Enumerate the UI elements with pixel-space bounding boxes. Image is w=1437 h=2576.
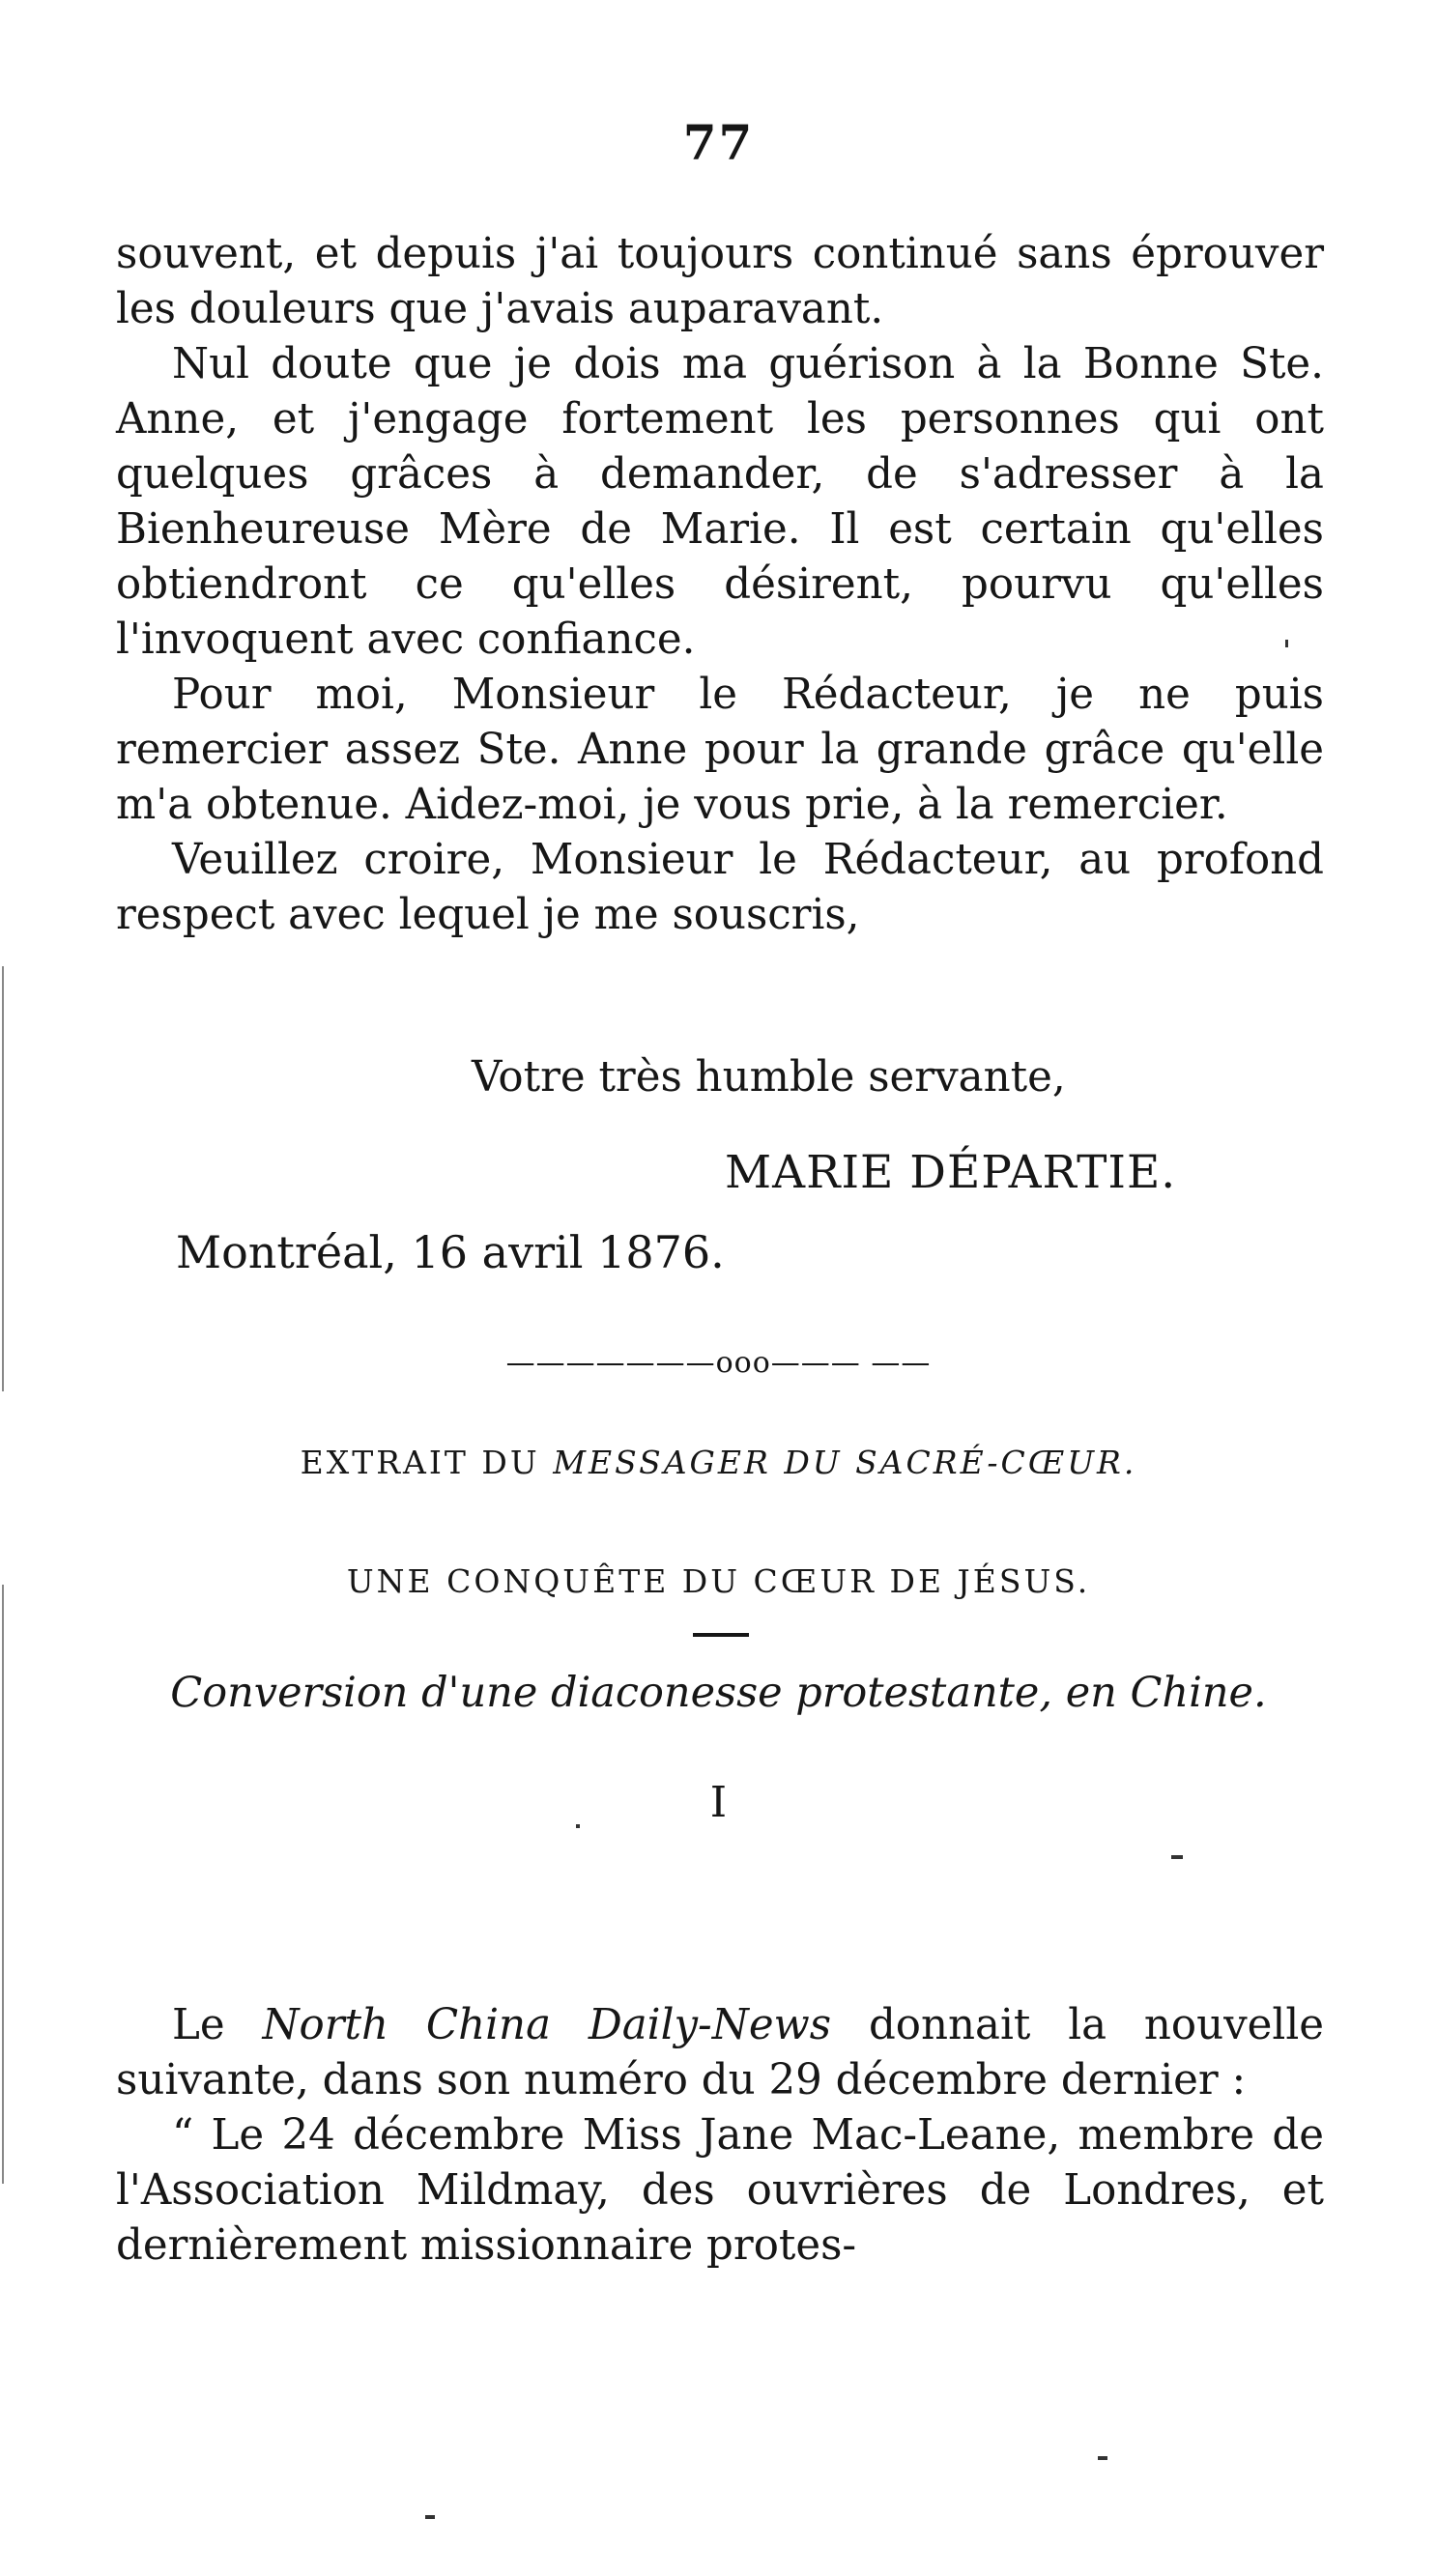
scan-speck — [2, 966, 4, 1391]
section-separator: ———————ooo——— —— — [505, 1346, 932, 1380]
article-paragraph-2: “ Le 24 décembre Miss Jane Mac-Leane, membre de l'Association Mildmay, des ouvrières de Londres, et dernièrement missionnaire protes- — [116, 2111, 1324, 2270]
extract-prefix: EXTRAIT DU — [300, 1444, 554, 1481]
article-heading: UNE CONQUÊTE DU CŒUR DE JÉSUS. — [346, 1562, 1091, 1600]
article-subtitle: Conversion d'une diaconesse protestante, en Chine. — [170, 1669, 1267, 1717]
scan-speck — [576, 1824, 580, 1828]
article-paragraph-1-lead: Le — [172, 2001, 263, 2049]
section-numeral: I — [709, 1778, 728, 1827]
scan-speck — [1171, 1855, 1183, 1859]
scan-speck — [2, 1585, 4, 2184]
letter-body — [116, 227, 1324, 943]
scan-speck — [1285, 640, 1288, 647]
scan-speck — [1098, 2456, 1107, 2460]
letter-paragraph-3: Pour moi, Monsieur le Rédacteur, je ne puis remercier assez Ste. Anne pour la grande grâce qu'elle m'a obtenue. Aidez-moi, je vous prie, à la remercier. — [116, 671, 1324, 829]
scan-speck — [425, 2515, 435, 2519]
letter-paragraph-2: Nul doute que je dois ma guérison à la Bonne Ste. Anne, et j'engage fortement les personnes qui ont quelques grâces à demander, de s'adresser à la Bienheureuse Mère de Marie. Il est certain qu'elles obtiendront ce qu'elles désirent, pourvu qu'elles l'invoquent avec confiance. — [116, 340, 1324, 664]
letter-signoff: Votre très humble servante, — [472, 1053, 1066, 1102]
article-paragraph-1-rest: donnait la nouvelle suivante, dans son numéro du 29 décembre dernier : — [116, 2001, 1324, 2104]
letter-dateline: Montréal, 16 avril 1876. — [176, 1226, 725, 1278]
letter-paragraph-4: Veuillez croire, Monsieur le Rédacteur, au profond respect avec lequel je me souscris, — [116, 836, 1324, 939]
article-body — [116, 1998, 1324, 2274]
letter-signature: MARIE DÉPARTIE. — [725, 1146, 1177, 1199]
heading-dash — [693, 1633, 749, 1637]
extract-source-line — [0, 1444, 1437, 1481]
article-paragraph-1 — [116, 1998, 1324, 2108]
letter-paragraph-1: souvent, et depuis j'ai toujours continué sans éprouver les douleurs que j'avais auparavant. — [116, 230, 1324, 333]
newspaper-title: North China Daily-News — [262, 2001, 832, 2049]
extract-source: MESSAGER DU SACRÉ-CŒUR. — [553, 1444, 1137, 1481]
page-number: 77 — [682, 114, 755, 171]
